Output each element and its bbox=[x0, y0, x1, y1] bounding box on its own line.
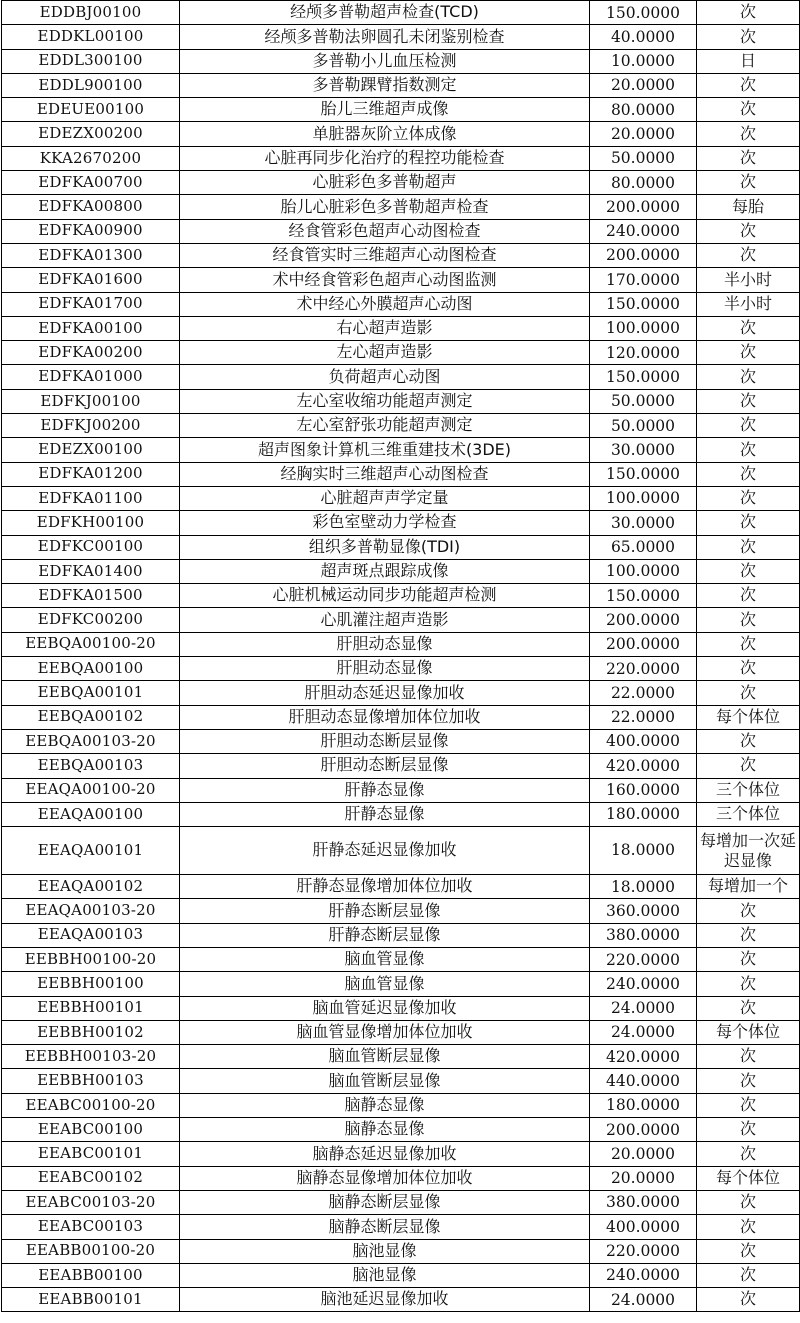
item-price-cell: 18.0000 bbox=[590, 875, 697, 899]
item-unit-cell: 每个体位 bbox=[697, 705, 800, 729]
item-code-cell: EEAQA00103 bbox=[2, 923, 180, 947]
item-code-cell: EDFKA01100 bbox=[2, 486, 180, 510]
item-price-cell: 200.0000 bbox=[590, 243, 697, 267]
item-price-cell: 10.0000 bbox=[590, 49, 697, 73]
fee-table-body bbox=[2, 1, 800, 1312]
item-price-cell: 50.0000 bbox=[590, 414, 697, 438]
table-row bbox=[2, 827, 800, 875]
item-unit-cell: 日 bbox=[697, 49, 800, 73]
item-code-cell: EEABB00101 bbox=[2, 1288, 180, 1312]
table-row bbox=[2, 389, 800, 413]
item-price-cell: 200.0000 bbox=[590, 1118, 697, 1142]
item-price-cell: 180.0000 bbox=[590, 802, 697, 826]
item-code-cell: EEAQA00100-20 bbox=[2, 778, 180, 802]
item-code-cell: EDEZX00100 bbox=[2, 438, 180, 462]
table-row bbox=[2, 1166, 800, 1190]
item-name-cell: 脑静态断层显像 bbox=[180, 1215, 590, 1239]
item-price-cell: 22.0000 bbox=[590, 705, 697, 729]
item-code-cell: EDFKA01000 bbox=[2, 365, 180, 389]
item-name-cell: 超声斑点跟踪成像 bbox=[180, 559, 590, 583]
item-name-cell: 肝静态显像 bbox=[180, 778, 590, 802]
item-code-cell: KKA2670200 bbox=[2, 146, 180, 170]
item-unit-cell: 次 bbox=[697, 1118, 800, 1142]
item-code-cell: EEBBH00100-20 bbox=[2, 947, 180, 971]
table-row bbox=[2, 1288, 800, 1312]
item-name-cell: 脑血管延迟显像加收 bbox=[180, 996, 590, 1020]
item-price-cell: 200.0000 bbox=[590, 632, 697, 656]
item-unit-cell: 次 bbox=[697, 389, 800, 413]
table-row bbox=[2, 316, 800, 340]
table-row bbox=[2, 171, 800, 195]
item-unit-cell: 次 bbox=[697, 681, 800, 705]
item-name-cell: 脑血管显像增加体位加收 bbox=[180, 1020, 590, 1044]
item-name-cell: 肝胆动态显像 bbox=[180, 657, 590, 681]
item-price-cell: 80.0000 bbox=[590, 171, 697, 195]
item-unit-cell: 每增加一次延迟显像 bbox=[697, 827, 800, 875]
item-price-cell: 220.0000 bbox=[590, 1239, 697, 1263]
item-name-cell: 脑血管断层显像 bbox=[180, 1069, 590, 1093]
item-code-cell: EDDL300100 bbox=[2, 49, 180, 73]
item-unit-cell: 次 bbox=[697, 122, 800, 146]
item-code-cell: EEABB00100-20 bbox=[2, 1239, 180, 1263]
item-name-cell: 脑静态延迟显像加收 bbox=[180, 1142, 590, 1166]
item-name-cell: 脑池延迟显像加收 bbox=[180, 1288, 590, 1312]
item-name-cell: 胎儿三维超声成像 bbox=[180, 98, 590, 122]
item-name-cell: 负荷超声心动图 bbox=[180, 365, 590, 389]
item-unit-cell: 次 bbox=[697, 1288, 800, 1312]
item-name-cell: 单脏器灰阶立体成像 bbox=[180, 122, 590, 146]
item-code-cell: EEABC00100-20 bbox=[2, 1093, 180, 1117]
table-row bbox=[2, 754, 800, 778]
table-row bbox=[2, 1020, 800, 1044]
item-name-cell: 经食管实时三维超声心动图检查 bbox=[180, 243, 590, 267]
item-name-cell: 脑池显像 bbox=[180, 1239, 590, 1263]
item-unit-cell: 次 bbox=[697, 1069, 800, 1093]
item-price-cell: 50.0000 bbox=[590, 146, 697, 170]
item-unit-cell: 每个体位 bbox=[697, 1020, 800, 1044]
item-name-cell: 心脏机械运动同步功能超声检测 bbox=[180, 584, 590, 608]
table-row bbox=[2, 705, 800, 729]
item-unit-cell: 次 bbox=[697, 972, 800, 996]
item-price-cell: 40.0000 bbox=[590, 25, 697, 49]
table-row bbox=[2, 681, 800, 705]
item-name-cell: 左心室收缩功能超声测定 bbox=[180, 389, 590, 413]
table-row bbox=[2, 584, 800, 608]
table-row bbox=[2, 511, 800, 535]
item-price-cell: 150.0000 bbox=[590, 365, 697, 389]
item-unit-cell: 每个体位 bbox=[697, 1166, 800, 1190]
item-price-cell: 20.0000 bbox=[590, 1166, 697, 1190]
item-unit-cell: 次 bbox=[697, 632, 800, 656]
table-row bbox=[2, 608, 800, 632]
item-unit-cell: 次 bbox=[697, 1239, 800, 1263]
item-price-cell: 24.0000 bbox=[590, 996, 697, 1020]
item-code-cell: EDFKA01300 bbox=[2, 243, 180, 267]
item-code-cell: EDDKL00100 bbox=[2, 25, 180, 49]
item-unit-cell: 次 bbox=[697, 365, 800, 389]
item-name-cell: 脑静态显像增加体位加收 bbox=[180, 1166, 590, 1190]
table-row bbox=[2, 996, 800, 1020]
item-code-cell: EDFKC00200 bbox=[2, 608, 180, 632]
item-code-cell: EEBQA00102 bbox=[2, 705, 180, 729]
item-unit-cell: 次 bbox=[697, 657, 800, 681]
item-code-cell: EDFKA01400 bbox=[2, 559, 180, 583]
item-price-cell: 240.0000 bbox=[590, 972, 697, 996]
item-name-cell: 脑池显像 bbox=[180, 1263, 590, 1287]
item-price-cell: 150.0000 bbox=[590, 462, 697, 486]
table-row bbox=[2, 535, 800, 559]
item-code-cell: EEBBH00101 bbox=[2, 996, 180, 1020]
item-unit-cell: 次 bbox=[697, 559, 800, 583]
item-code-cell: EDFKA00800 bbox=[2, 195, 180, 219]
table-row bbox=[2, 1239, 800, 1263]
item-price-cell: 50.0000 bbox=[590, 389, 697, 413]
item-price-cell: 200.0000 bbox=[590, 195, 697, 219]
item-price-cell: 24.0000 bbox=[590, 1020, 697, 1044]
item-name-cell: 脑静态显像 bbox=[180, 1093, 590, 1117]
table-row bbox=[2, 1118, 800, 1142]
item-price-cell: 160.0000 bbox=[590, 778, 697, 802]
item-unit-cell: 次 bbox=[697, 584, 800, 608]
item-price-cell: 150.0000 bbox=[590, 292, 697, 316]
item-unit-cell: 次 bbox=[697, 462, 800, 486]
item-name-cell: 彩色室壁动力学检查 bbox=[180, 511, 590, 535]
table-row bbox=[2, 657, 800, 681]
table-row bbox=[2, 268, 800, 292]
item-name-cell: 超声图象计算机三维重建技术(3DE) bbox=[180, 438, 590, 462]
item-code-cell: EEBBH00103-20 bbox=[2, 1045, 180, 1069]
table-row bbox=[2, 98, 800, 122]
item-unit-cell: 次 bbox=[697, 996, 800, 1020]
item-price-cell: 20.0000 bbox=[590, 73, 697, 97]
table-row bbox=[2, 243, 800, 267]
item-unit-cell: 次 bbox=[697, 1093, 800, 1117]
item-price-cell: 360.0000 bbox=[590, 899, 697, 923]
item-name-cell: 肝胆动态显像 bbox=[180, 632, 590, 656]
table-row bbox=[2, 875, 800, 899]
item-name-cell: 胎儿心脏彩色多普勒超声检查 bbox=[180, 195, 590, 219]
item-unit-cell: 次 bbox=[697, 219, 800, 243]
item-price-cell: 380.0000 bbox=[590, 1190, 697, 1214]
item-code-cell: EDFKA00100 bbox=[2, 316, 180, 340]
item-name-cell: 心脏再同步化治疗的程控功能检查 bbox=[180, 146, 590, 170]
item-unit-cell: 次 bbox=[697, 438, 800, 462]
item-name-cell: 脑血管断层显像 bbox=[180, 1045, 590, 1069]
table-row bbox=[2, 49, 800, 73]
item-unit-cell: 次 bbox=[697, 899, 800, 923]
table-row bbox=[2, 1, 800, 25]
item-name-cell: 经颅多普勒超声检查(TCD) bbox=[180, 1, 590, 25]
item-price-cell: 180.0000 bbox=[590, 1093, 697, 1117]
item-name-cell: 多普勒小儿血压检测 bbox=[180, 49, 590, 73]
item-price-cell: 150.0000 bbox=[590, 1, 697, 25]
table-row bbox=[2, 219, 800, 243]
table-row bbox=[2, 146, 800, 170]
item-unit-cell: 次 bbox=[697, 486, 800, 510]
item-unit-cell: 每胎 bbox=[697, 195, 800, 219]
table-row bbox=[2, 1093, 800, 1117]
table-row bbox=[2, 972, 800, 996]
item-unit-cell: 次 bbox=[697, 414, 800, 438]
table-row bbox=[2, 1142, 800, 1166]
item-unit-cell: 次 bbox=[697, 535, 800, 559]
item-code-cell: EDDL900100 bbox=[2, 73, 180, 97]
item-price-cell: 100.0000 bbox=[590, 559, 697, 583]
item-price-cell: 170.0000 bbox=[590, 268, 697, 292]
item-name-cell: 肝胆动态断层显像 bbox=[180, 729, 590, 753]
item-name-cell: 经颅多普勒法卵圆孔未闭鉴别检查 bbox=[180, 25, 590, 49]
item-name-cell: 经食管彩色超声心动图检查 bbox=[180, 219, 590, 243]
item-price-cell: 120.0000 bbox=[590, 341, 697, 365]
item-price-cell: 18.0000 bbox=[590, 827, 697, 875]
table-row bbox=[2, 462, 800, 486]
table-row bbox=[2, 438, 800, 462]
item-price-cell: 100.0000 bbox=[590, 316, 697, 340]
item-unit-cell: 次 bbox=[697, 511, 800, 535]
item-unit-cell: 半小时 bbox=[697, 268, 800, 292]
item-unit-cell: 次 bbox=[697, 1142, 800, 1166]
item-unit-cell: 三个体位 bbox=[697, 778, 800, 802]
item-unit-cell: 次 bbox=[697, 1190, 800, 1214]
table-row bbox=[2, 195, 800, 219]
table-row bbox=[2, 899, 800, 923]
item-code-cell: EEBBH00100 bbox=[2, 972, 180, 996]
item-price-cell: 30.0000 bbox=[590, 438, 697, 462]
item-unit-cell: 半小时 bbox=[697, 292, 800, 316]
item-unit-cell: 次 bbox=[697, 1215, 800, 1239]
table-row bbox=[2, 1190, 800, 1214]
table-row bbox=[2, 341, 800, 365]
item-unit-cell: 次 bbox=[697, 947, 800, 971]
item-unit-cell: 次 bbox=[697, 171, 800, 195]
item-code-cell: EDFKA00900 bbox=[2, 219, 180, 243]
item-code-cell: EDFKC00100 bbox=[2, 535, 180, 559]
item-unit-cell: 次 bbox=[697, 146, 800, 170]
item-name-cell: 心脏彩色多普勒超声 bbox=[180, 171, 590, 195]
item-price-cell: 220.0000 bbox=[590, 947, 697, 971]
item-price-cell: 240.0000 bbox=[590, 1263, 697, 1287]
item-name-cell: 肝静态显像 bbox=[180, 802, 590, 826]
table-row bbox=[2, 292, 800, 316]
item-price-cell: 80.0000 bbox=[590, 98, 697, 122]
table-row bbox=[2, 414, 800, 438]
table-row bbox=[2, 632, 800, 656]
item-unit-cell: 次 bbox=[697, 73, 800, 97]
item-price-cell: 20.0000 bbox=[590, 1142, 697, 1166]
item-name-cell: 术中经心外膜超声心动图 bbox=[180, 292, 590, 316]
item-price-cell: 420.0000 bbox=[590, 1045, 697, 1069]
item-unit-cell: 三个体位 bbox=[697, 802, 800, 826]
item-name-cell: 肝胆动态显像增加体位加收 bbox=[180, 705, 590, 729]
item-name-cell: 心脏超声声学定量 bbox=[180, 486, 590, 510]
item-code-cell: EEAQA00102 bbox=[2, 875, 180, 899]
item-code-cell: EEAQA00101 bbox=[2, 827, 180, 875]
item-code-cell: EEBBH00102 bbox=[2, 1020, 180, 1044]
item-code-cell: EEBQA00103-20 bbox=[2, 729, 180, 753]
item-name-cell: 组织多普勒显像(TDI) bbox=[180, 535, 590, 559]
item-unit-cell: 次 bbox=[697, 923, 800, 947]
item-code-cell: EEBQA00100 bbox=[2, 657, 180, 681]
item-code-cell: EDFKJ00100 bbox=[2, 389, 180, 413]
item-unit-cell: 次 bbox=[697, 341, 800, 365]
item-code-cell: EDFKJ00200 bbox=[2, 414, 180, 438]
item-name-cell: 肝胆动态延迟显像加收 bbox=[180, 681, 590, 705]
table-row bbox=[2, 778, 800, 802]
item-code-cell: EDEUE00100 bbox=[2, 98, 180, 122]
item-name-cell: 经胸实时三维超声心动图检查 bbox=[180, 462, 590, 486]
table-row bbox=[2, 1215, 800, 1239]
item-unit-cell: 次 bbox=[697, 1263, 800, 1287]
item-price-cell: 400.0000 bbox=[590, 729, 697, 753]
item-price-cell: 100.0000 bbox=[590, 486, 697, 510]
item-code-cell: EEABC00103-20 bbox=[2, 1190, 180, 1214]
item-code-cell: EEBQA00100-20 bbox=[2, 632, 180, 656]
item-price-cell: 380.0000 bbox=[590, 923, 697, 947]
item-price-cell: 20.0000 bbox=[590, 122, 697, 146]
item-code-cell: EDFKA01600 bbox=[2, 268, 180, 292]
item-code-cell: EDFKA01200 bbox=[2, 462, 180, 486]
item-price-cell: 440.0000 bbox=[590, 1069, 697, 1093]
item-code-cell: EEBQA00103 bbox=[2, 754, 180, 778]
item-price-cell: 24.0000 bbox=[590, 1288, 697, 1312]
item-code-cell: EDFKH00100 bbox=[2, 511, 180, 535]
table-row bbox=[2, 1069, 800, 1093]
item-name-cell: 肝静态断层显像 bbox=[180, 923, 590, 947]
item-name-cell: 肝静态延迟显像加收 bbox=[180, 827, 590, 875]
item-code-cell: EDEZX00200 bbox=[2, 122, 180, 146]
item-code-cell: EDFKA00700 bbox=[2, 171, 180, 195]
item-price-cell: 240.0000 bbox=[590, 219, 697, 243]
table-row bbox=[2, 1045, 800, 1069]
item-name-cell: 右心超声造影 bbox=[180, 316, 590, 340]
item-code-cell: EDFKA01500 bbox=[2, 584, 180, 608]
item-code-cell: EEAQA00103-20 bbox=[2, 899, 180, 923]
item-code-cell: EEBQA00101 bbox=[2, 681, 180, 705]
item-name-cell: 左心超声造影 bbox=[180, 341, 590, 365]
table-row bbox=[2, 73, 800, 97]
fee-schedule-table bbox=[1, 0, 800, 1312]
table-row bbox=[2, 923, 800, 947]
item-unit-cell: 次 bbox=[697, 25, 800, 49]
table-row bbox=[2, 802, 800, 826]
item-name-cell: 肝静态断层显像 bbox=[180, 899, 590, 923]
item-unit-cell: 次 bbox=[697, 608, 800, 632]
item-name-cell: 肝胆动态断层显像 bbox=[180, 754, 590, 778]
item-code-cell: EEAQA00100 bbox=[2, 802, 180, 826]
item-name-cell: 心肌灌注超声造影 bbox=[180, 608, 590, 632]
item-code-cell: EDFKA00200 bbox=[2, 341, 180, 365]
item-unit-cell: 次 bbox=[697, 729, 800, 753]
table-row bbox=[2, 729, 800, 753]
table-row bbox=[2, 25, 800, 49]
item-unit-cell: 次 bbox=[697, 316, 800, 340]
item-price-cell: 400.0000 bbox=[590, 1215, 697, 1239]
item-code-cell: EEABB00100 bbox=[2, 1263, 180, 1287]
item-code-cell: EDDBJ00100 bbox=[2, 1, 180, 25]
item-name-cell: 脑静态显像 bbox=[180, 1118, 590, 1142]
item-code-cell: EEABC00103 bbox=[2, 1215, 180, 1239]
item-price-cell: 65.0000 bbox=[590, 535, 697, 559]
table-row bbox=[2, 1263, 800, 1287]
item-name-cell: 脑静态断层显像 bbox=[180, 1190, 590, 1214]
item-unit-cell: 次 bbox=[697, 1045, 800, 1069]
item-price-cell: 22.0000 bbox=[590, 681, 697, 705]
table-row bbox=[2, 947, 800, 971]
item-code-cell: EEABC00100 bbox=[2, 1118, 180, 1142]
item-code-cell: EEBBH00103 bbox=[2, 1069, 180, 1093]
item-unit-cell: 次 bbox=[697, 754, 800, 778]
item-unit-cell: 每增加一个 bbox=[697, 875, 800, 899]
item-name-cell: 肝静态显像增加体位加收 bbox=[180, 875, 590, 899]
item-price-cell: 420.0000 bbox=[590, 754, 697, 778]
item-code-cell: EEABC00102 bbox=[2, 1166, 180, 1190]
item-name-cell: 脑血管显像 bbox=[180, 947, 590, 971]
item-code-cell: EDFKA01700 bbox=[2, 292, 180, 316]
item-name-cell: 多普勒踝臂指数测定 bbox=[180, 73, 590, 97]
item-name-cell: 脑血管显像 bbox=[180, 972, 590, 996]
item-unit-cell: 次 bbox=[697, 98, 800, 122]
table-row bbox=[2, 122, 800, 146]
table-row bbox=[2, 559, 800, 583]
item-price-cell: 150.0000 bbox=[590, 584, 697, 608]
item-code-cell: EEABC00101 bbox=[2, 1142, 180, 1166]
table-row bbox=[2, 486, 800, 510]
item-price-cell: 30.0000 bbox=[590, 511, 697, 535]
item-name-cell: 术中经食管彩色超声心动图监测 bbox=[180, 268, 590, 292]
table-row bbox=[2, 365, 800, 389]
item-unit-cell: 次 bbox=[697, 243, 800, 267]
item-unit-cell: 次 bbox=[697, 1, 800, 25]
item-name-cell: 左心室舒张功能超声测定 bbox=[180, 414, 590, 438]
item-price-cell: 220.0000 bbox=[590, 657, 697, 681]
item-price-cell: 200.0000 bbox=[590, 608, 697, 632]
